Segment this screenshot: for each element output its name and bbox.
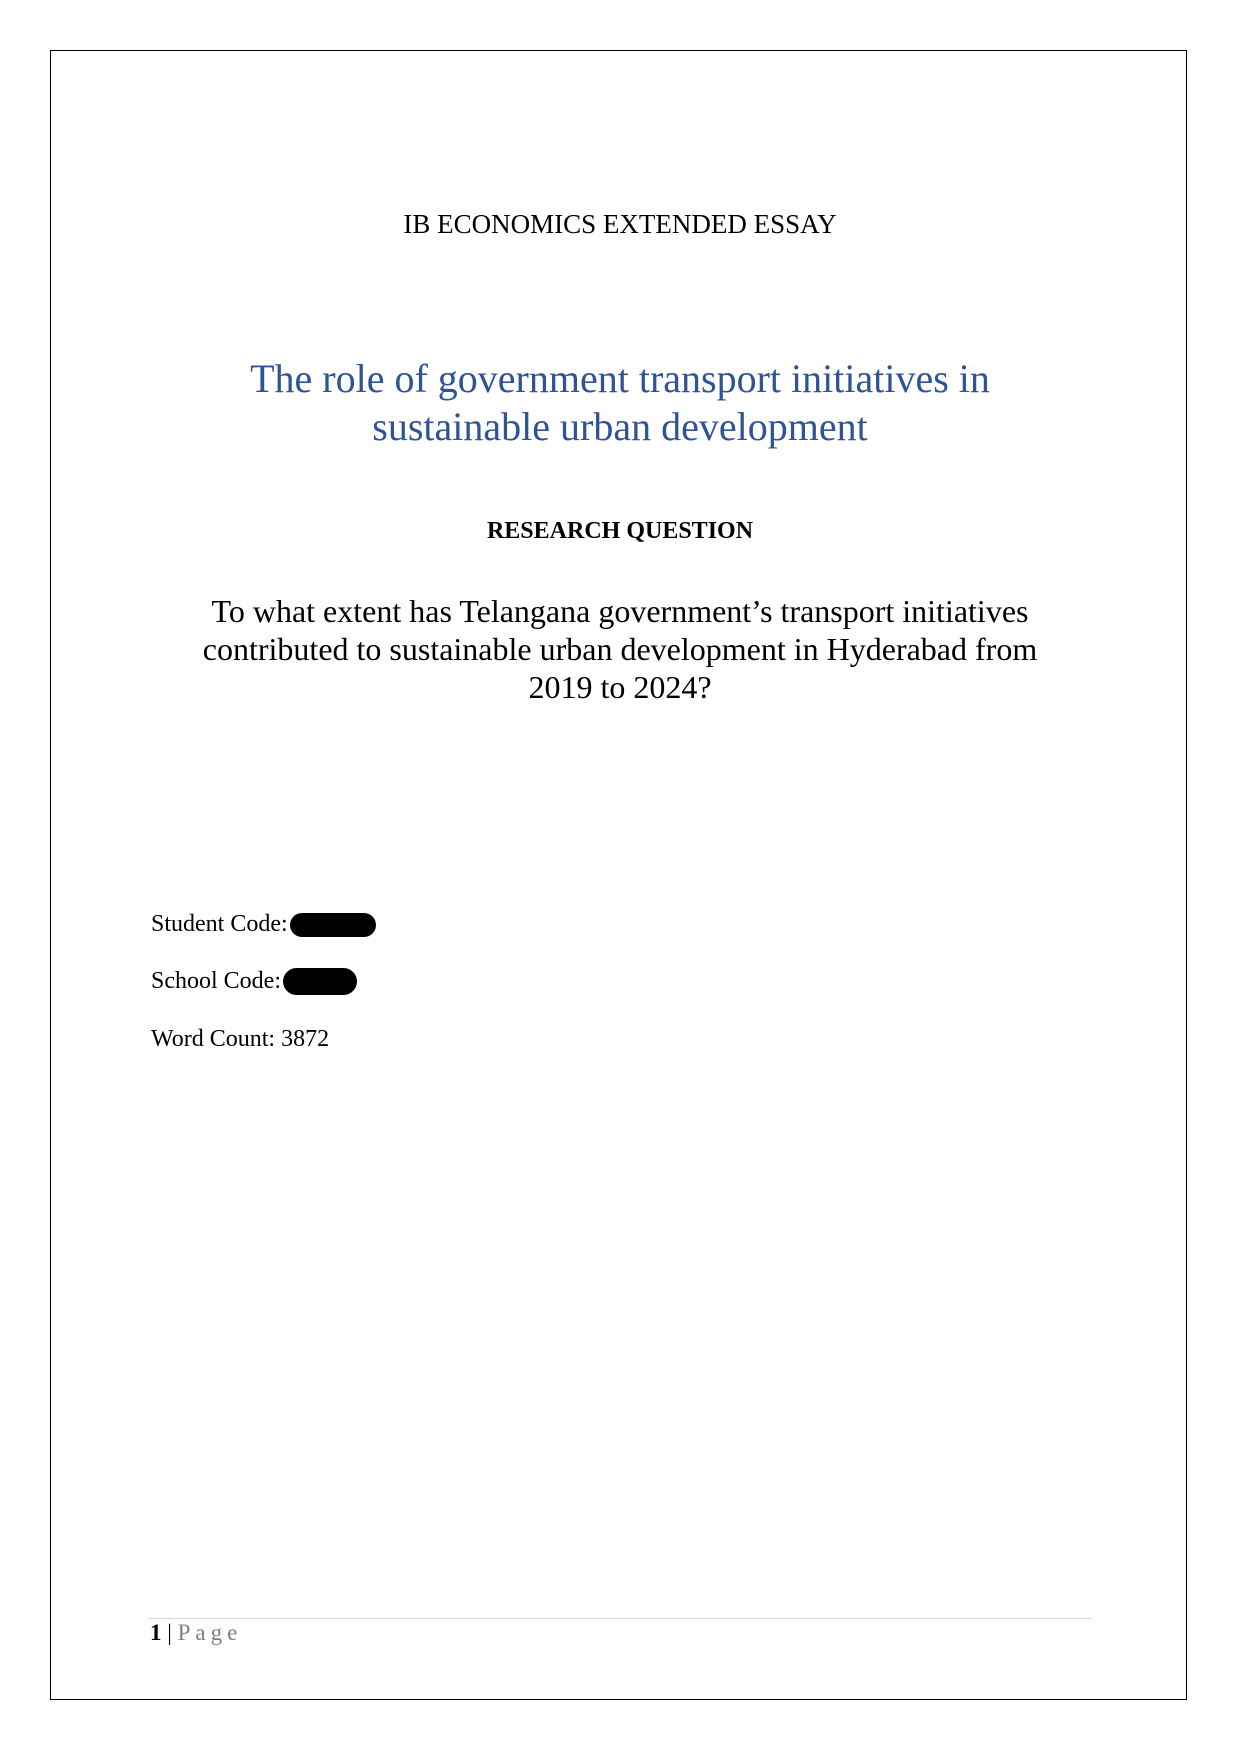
student-code-label: Student Code: <box>151 911 288 937</box>
research-question <box>0 592 1240 706</box>
rq-line-3: 2019 to 2024? <box>528 669 712 705</box>
rq-line-2: contributed to sustainable urban development in Hyderabad from <box>202 631 1038 667</box>
school-code <box>151 968 357 995</box>
title-line-2: sustainable urban development <box>372 404 868 449</box>
page-number: 1 <box>150 1620 162 1645</box>
redaction-mark <box>283 968 357 995</box>
research-question-heading: RESEARCH QUESTION <box>486 518 754 544</box>
school-code-label: School Code: <box>151 968 281 994</box>
title-line-1: The role of government transport initiatives in <box>250 356 990 401</box>
word-count: Word Count: 3872 <box>151 1026 330 1052</box>
essay-title <box>0 355 1240 451</box>
page-border <box>50 50 1187 1700</box>
student-code <box>151 911 376 938</box>
redaction-mark <box>290 913 376 937</box>
essay-header: IB ECONOMICS EXTENDED ESSAY <box>403 209 837 239</box>
footer-divider <box>148 1618 1092 1619</box>
page-label: Page <box>177 1620 243 1645</box>
page-footer <box>150 1620 242 1646</box>
footer-separator: | <box>161 1620 178 1645</box>
rq-line-1: To what extent has Telangana government’s transport initiatives <box>211 593 1029 629</box>
